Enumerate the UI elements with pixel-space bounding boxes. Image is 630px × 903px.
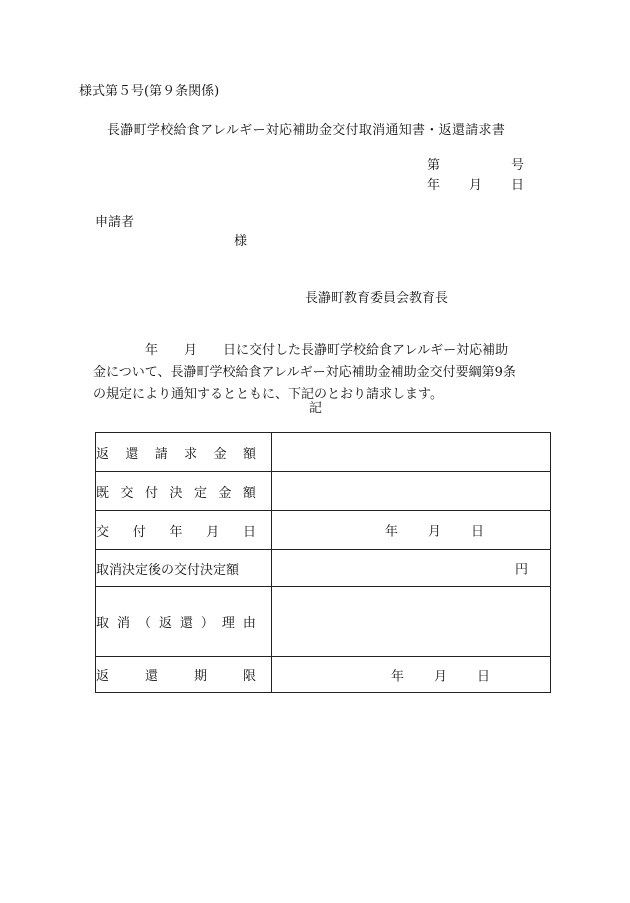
form-number: 様式第５号(第９条関係) <box>79 84 220 99</box>
notice-body-line-1: 年 月 日に交付した長瀞町学校給食アレルギー対応補助 <box>93 343 509 358</box>
table-row-prior-grant <box>96 472 551 511</box>
table-row-reason <box>96 587 551 657</box>
document-number-suffix: 号 <box>511 158 525 173</box>
issue-date-day: 日 <box>511 178 525 193</box>
deadline-year: 年 <box>391 669 405 684</box>
issuer-name: 長瀞町教育委員会教育長 <box>305 291 449 306</box>
notice-body-line-2: 金について、長瀞町学校給食アレルギー対応補助金補助金交付要綱第9条 <box>93 365 516 380</box>
refund-deadline-label: 返 還 期 限 <box>96 657 272 693</box>
refund-amount-label: 返 還 請 求 金 額 <box>96 433 272 472</box>
ki-heading: 記 <box>309 401 323 416</box>
applicant-label: 申請者 <box>95 215 135 230</box>
table-row-refund-amount <box>96 433 551 472</box>
prior-grant-amount-label: 既 交 付 決 定 金 額 <box>96 472 272 511</box>
document-number-prefix: 第 <box>427 158 441 173</box>
refund-amount-field[interactable] <box>272 433 551 472</box>
grant-date-month: 月 <box>428 524 442 540</box>
notice-body <box>93 340 516 406</box>
deadline-month: 月 <box>434 669 448 684</box>
cancellation-reason-label: 取 消 （ 返 還 ） 理 由 <box>96 587 272 657</box>
grant-date-day: 日 <box>471 524 485 540</box>
grant-date-field[interactable] <box>272 511 551 550</box>
issue-date-year: 年 <box>427 178 441 193</box>
document-title: 長瀞町学校給食アレルギー対応補助金交付取消通知書・返還請求書 <box>107 123 506 138</box>
revised-grant-amount-label: 取消決定後の交付決定額 <box>96 550 272 587</box>
refund-deadline-field[interactable] <box>272 657 551 693</box>
table-row-deadline <box>96 657 551 693</box>
prior-grant-amount-field[interactable] <box>272 472 551 511</box>
revised-grant-amount-field[interactable] <box>272 550 551 587</box>
issue-date-month: 月 <box>469 178 483 193</box>
notice-body-line-3: の規定により通知するとともに、下記のとおり請求します。 <box>93 387 443 402</box>
grant-date-year: 年 <box>385 524 399 540</box>
table-row-grant-date <box>96 511 551 550</box>
cancellation-reason-field[interactable] <box>272 587 551 657</box>
deadline-day: 日 <box>477 669 491 684</box>
grant-date-label: 交 付 年 月 日 <box>96 511 272 550</box>
honorific-sama: 様 <box>234 234 248 249</box>
table-row-revised-amount <box>96 550 551 587</box>
refund-table <box>95 432 551 693</box>
yen-unit: 円 <box>514 562 528 578</box>
